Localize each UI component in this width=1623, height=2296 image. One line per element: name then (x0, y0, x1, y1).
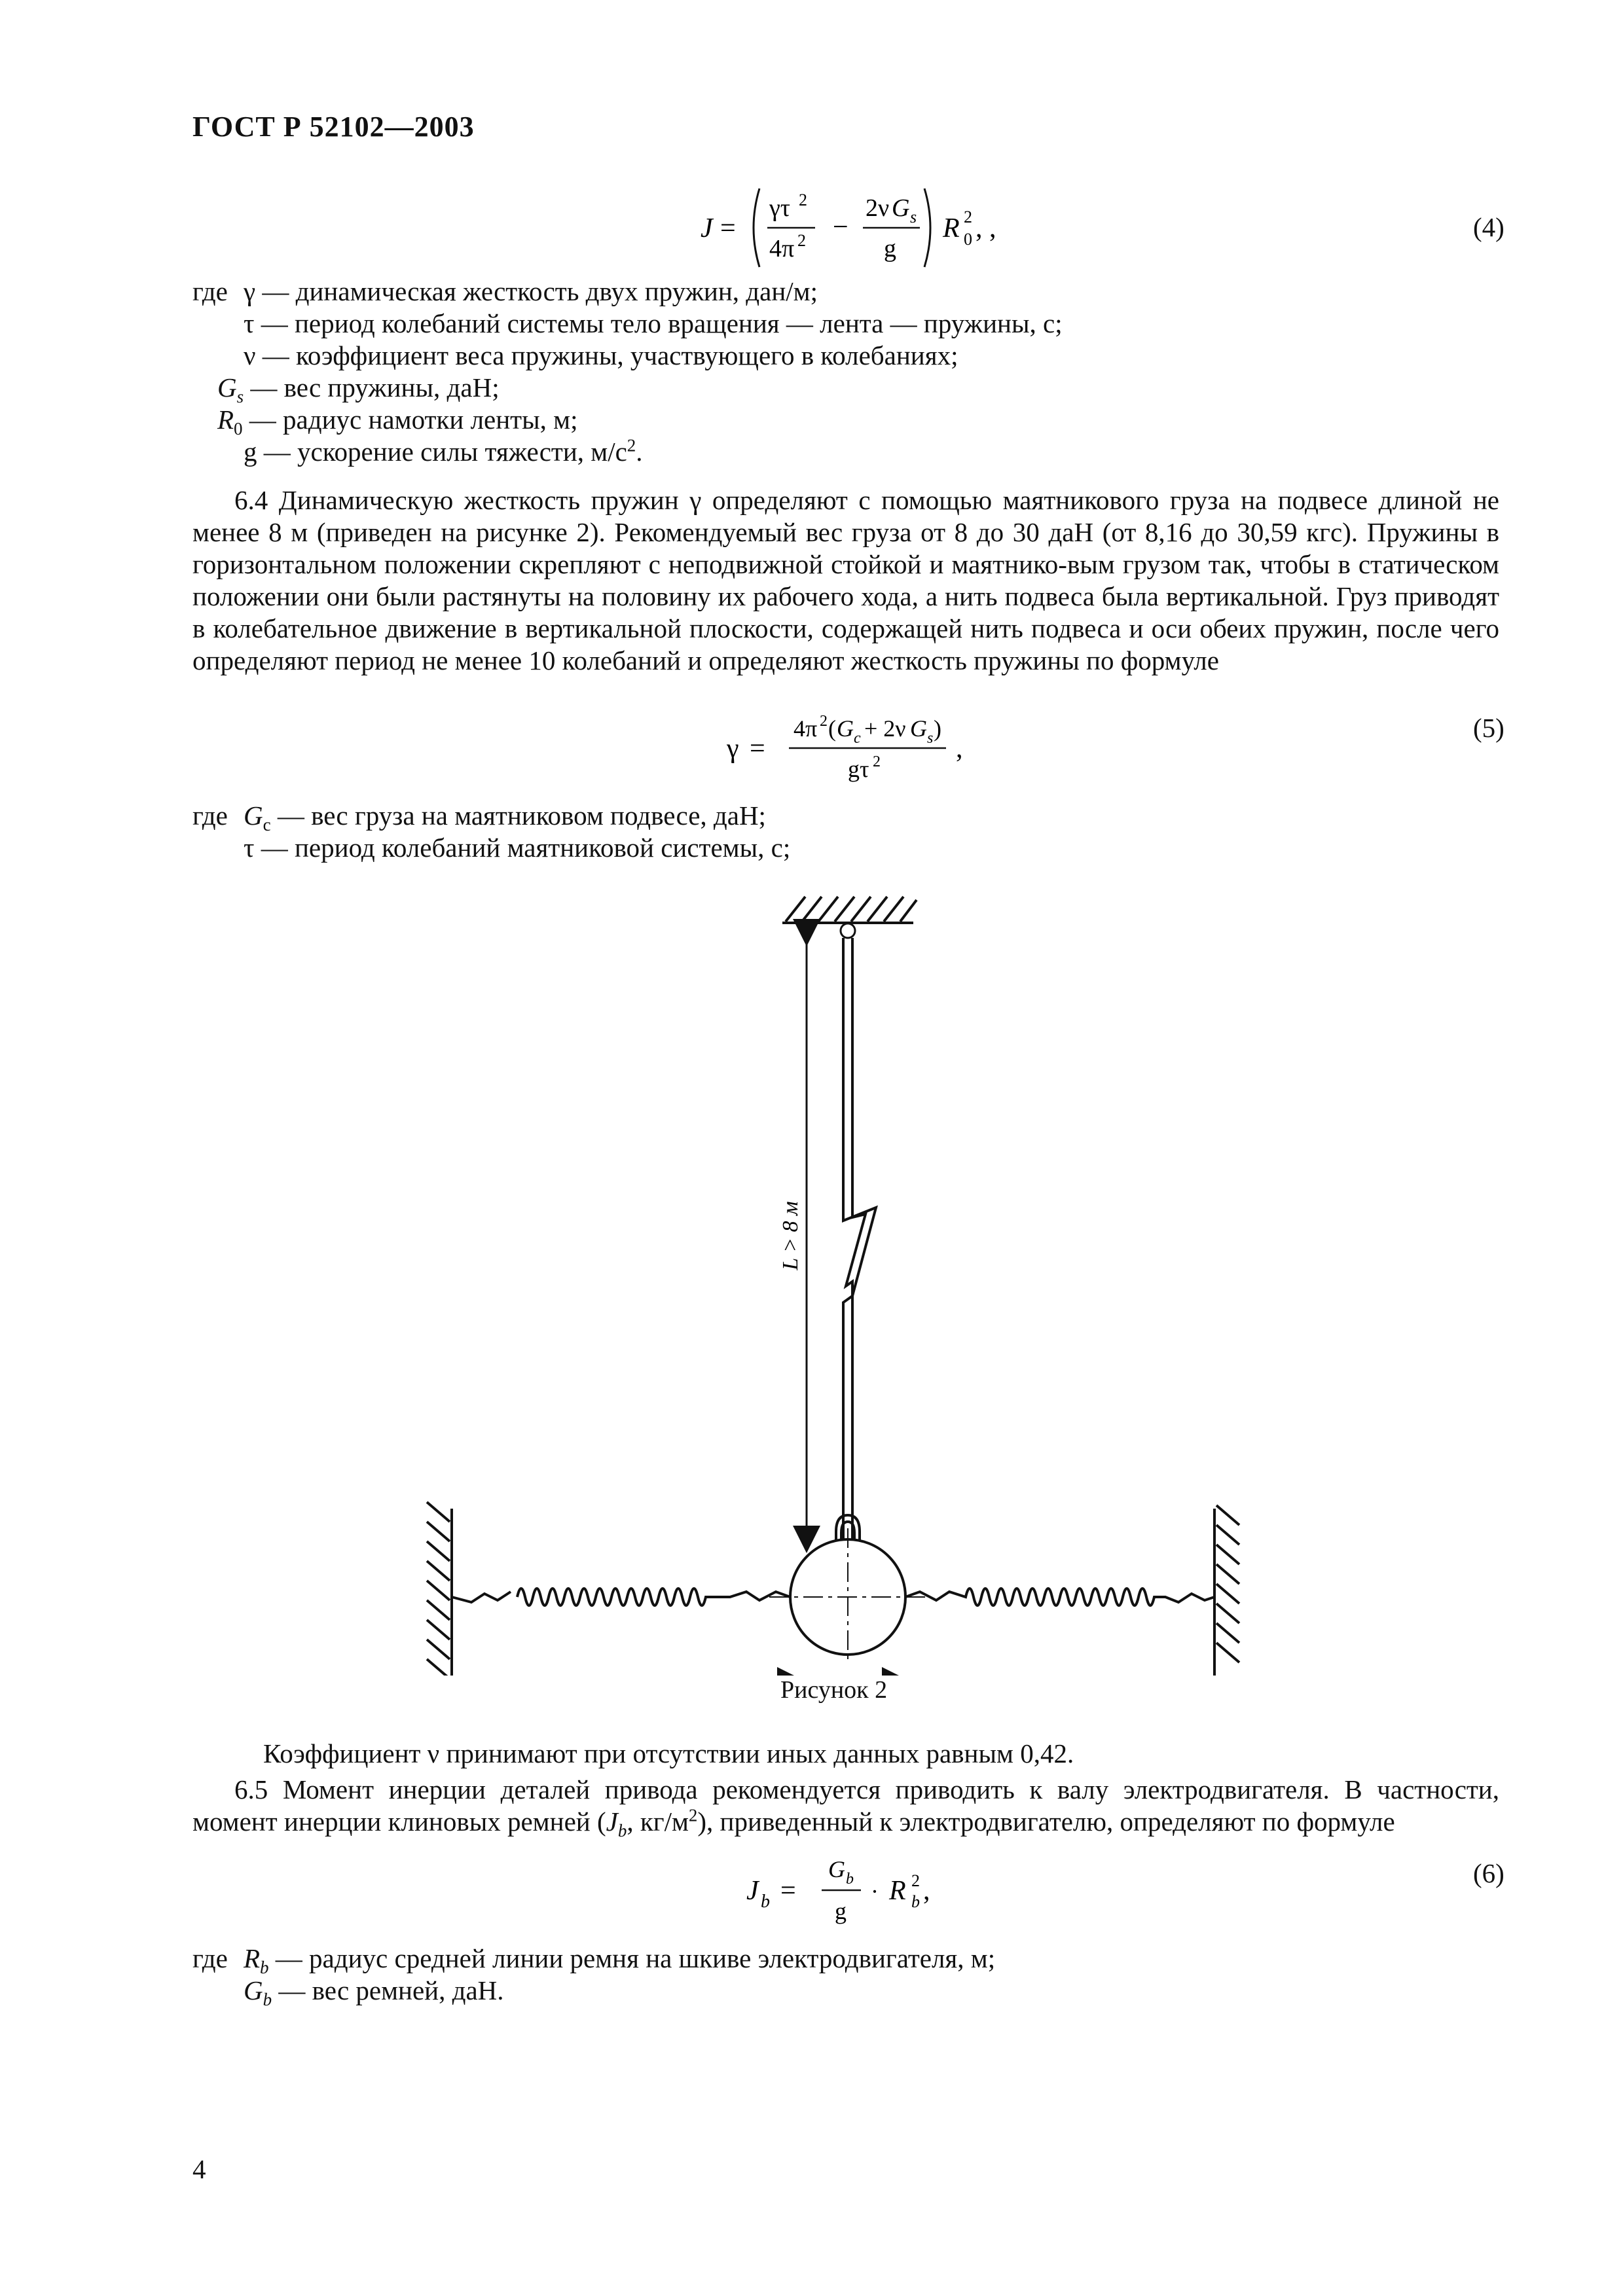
coefficient-note: Коэффициент ν принимают при отсутствии иных данных равным 0,42. (263, 1738, 1074, 1768)
where-intro-5: где (192, 800, 228, 831)
svg-text:R: R (889, 1876, 906, 1906)
svg-text:−: − (833, 212, 848, 242)
where-item-gb: $G_b$ — вес ремней, даН. (244, 1975, 504, 2010)
where-item-nu: ν — коэффициент веса пружины, участвующего в колебаниях; (244, 340, 958, 370)
svg-text:gτ: gτ (848, 756, 869, 782)
svg-text:c: c (854, 730, 861, 747)
svg-text:G: G (892, 194, 910, 222)
document-code: ГОСТ Р 52102—2003 (192, 111, 475, 143)
page-number: 4 (192, 2154, 206, 2184)
where-item-gs: $G_s$ — вес пружины, даН; (217, 372, 500, 407)
section-6-4-paragraph: 6.4 Динамическую жесткость пружин γ определяют с помощью маятникового груза на подвесе длиной не менее 8 м (приведен на рисунке 2). Рекомендуемый вес груза от 8 до 30 даН (от 8,16 до 30,59 кгс). Пружины в горизонтальном положении скрепляют с неподвижной стойкой и маятнико-вым грузом так, чтобы в статическом положении они были растянуты на половину их рабочего хода, а нить подвеса была вертикальной. Груз приводят в колебательное движение в вертикальной плоскости, содержащей нить подвеса и оси обеих пружин, после чего определяют период не менее 10 колебаний и определяют жесткость пружины по формуле (192, 485, 1499, 675)
svg-text:b: b (911, 1892, 920, 1911)
svg-text:g: g (884, 235, 896, 262)
svg-text:,: , (956, 734, 963, 764)
svg-text:(: ( (828, 715, 836, 742)
where-item-r0: $R_0$ — радиус намотки ленты, м; (217, 404, 578, 439)
svg-text:2: 2 (799, 190, 807, 209)
pivot-joint (841, 924, 855, 938)
svg-text:): ) (934, 715, 941, 742)
svg-text:, ,: , , (976, 213, 996, 243)
left-wall (427, 1502, 452, 1676)
svg-text:b: b (846, 1871, 854, 1888)
pendulum-figure (419, 877, 1270, 1676)
svg-text:+ 2ν: + 2ν (864, 715, 906, 742)
dimension-label: L > 8 м (778, 1201, 803, 1270)
where-item-rb: $R_b$ — радиус средней линии ремня на шкиве электродвигателя, м; (244, 1943, 996, 1978)
svg-text:J: J (701, 213, 713, 243)
ceiling-support (782, 897, 917, 923)
svg-text:2: 2 (964, 207, 972, 226)
equation-6-number: (6) (1473, 1858, 1504, 1888)
svg-text:4π: 4π (769, 235, 795, 262)
svg-text:J: J (746, 1876, 759, 1906)
svg-text:=: = (780, 1876, 796, 1906)
where-intro: где (192, 276, 228, 306)
svg-text:0: 0 (964, 230, 972, 249)
svg-text:s: s (910, 207, 917, 226)
where-item-g: g — ускорение силы тяжести, $м/с^2$. (244, 435, 643, 467)
equation-4 (694, 177, 1061, 275)
section-6-5-paragraph: 6.5 Момент инерции деталей привода рекомендуется приводить к валу электродвигателя. В частности, момент инерции клиновых ремней ($J_b$, $кг/м^2$), приведенный к электродвигателю, определяют по формуле (192, 1774, 1499, 1841)
svg-text:R: R (943, 213, 960, 243)
svg-text:=: = (720, 213, 736, 243)
equation-6 (740, 1846, 1015, 1937)
svg-text:γτ: γτ (769, 194, 791, 222)
svg-text:G: G (910, 715, 927, 742)
svg-text:·: · (871, 1878, 879, 1905)
svg-text:γ: γ (727, 734, 739, 764)
svg-text:g: g (835, 1898, 847, 1924)
equation-4-number: (4) (1473, 212, 1504, 242)
svg-text:2: 2 (911, 1871, 920, 1890)
right-spring (905, 1588, 1214, 1605)
right-wall (1214, 1505, 1239, 1676)
left-spring (452, 1588, 790, 1605)
where-intro-6: где (192, 1943, 228, 1973)
svg-text:G: G (837, 715, 854, 742)
svg-text:,: , (923, 1876, 930, 1906)
svg-text:b: b (761, 1892, 770, 1912)
svg-text:2ν: 2ν (866, 194, 890, 222)
where-item-tau: τ — период колебаний системы тело вращения — лента — пружины, с; (244, 308, 1063, 338)
svg-text:2: 2 (797, 231, 806, 250)
figure-caption: Рисунок 2 (780, 1676, 888, 1704)
svg-text:G: G (828, 1856, 845, 1882)
svg-text:=: = (750, 734, 765, 764)
equation-5-number: (5) (1473, 713, 1504, 743)
where-item-gc: $G_с$ — вес груза на маятниковом подвесе, даН; (244, 800, 766, 835)
where-item-tau-5: τ — период колебаний маятниковой системы, с; (244, 833, 791, 863)
pendulum-rod (843, 938, 876, 1541)
svg-text:2: 2 (873, 753, 881, 770)
svg-text:4π: 4π (793, 715, 818, 742)
where-item-gamma: γ — динамическая жесткость двух пружин, дан/м; (244, 276, 818, 306)
equation-5 (720, 704, 995, 795)
svg-text:2: 2 (820, 713, 828, 730)
svg-text:s: s (927, 730, 934, 747)
